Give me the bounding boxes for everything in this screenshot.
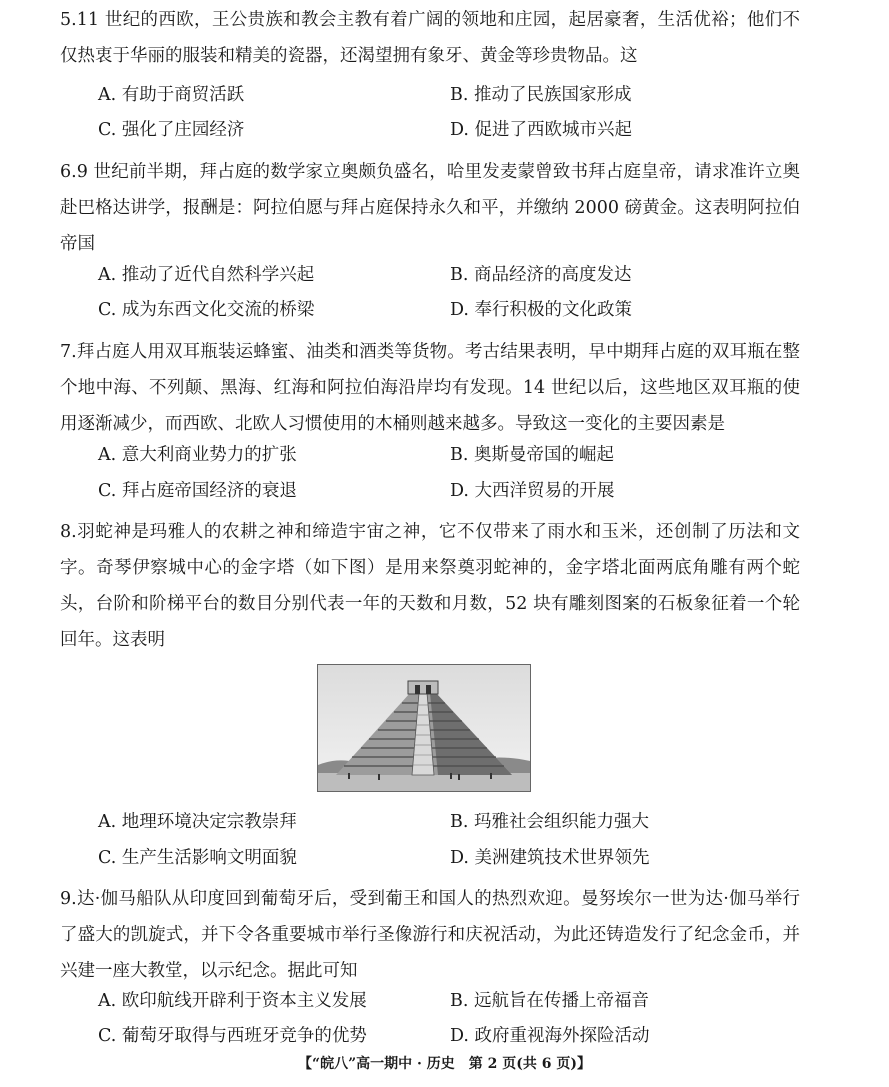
question-5-option-d[interactable]: D. 促进了西欧城市兴起 (450, 120, 633, 140)
question-6-stem: 6.9 世纪前半期，拜占庭的数学家立奥颇负盛名，哈里发麦蒙曾致书拜占庭皇帝，请求准许立奥赴巴格达讲学，报酬是：阿拉伯愿与拜占庭保持永久和平，并缴纳 2000 磅黄金。这表明阿拉伯帝国 (60, 162, 800, 254)
question-9-option-a[interactable]: A. 欧印航线开辟利于资本主义发展 (98, 991, 367, 1011)
question-8-option-c[interactable]: C. 生产生活影响文明面貌 (98, 848, 297, 868)
question-5-stem: 5.11 世纪的西欧，王公贵族和教会主教有着广阔的领地和庄园，起居豪奢，生活优裕；他们不仅热衷于华丽的服装和精美的瓷器，还渴望拥有象牙、黄金等珍贵物品。这 (60, 10, 800, 66)
question-7-option-c[interactable]: C. 拜占庭帝国经济的衰退 (98, 481, 297, 501)
question-7-option-a[interactable]: A. 意大利商业势力的扩张 (98, 445, 297, 465)
question-9-option-c[interactable]: C. 葡萄牙取得与西班牙竞争的优势 (98, 1026, 367, 1046)
question-6-option-d[interactable]: D. 奉行积极的文化政策 (450, 300, 633, 320)
question-6-option-b[interactable]: B. 商品经济的高度发达 (450, 265, 632, 285)
question-5-option-c[interactable]: C. 强化了庄园经济 (98, 120, 245, 140)
question-7-stem: 7.拜占庭人用双耳瓶装运蜂蜜、油类和酒类等货物。考古结果表明，早中期拜占庭的双耳瓶在整个地中海、不列颠、黑海、红海和阿拉伯海沿岸均有发现。14 世纪以后，这些地区双耳瓶的使用逐渐减少，而西欧、北欧人习惯使用的木桶则越来越多。导致这一变化的主要因素是 (60, 342, 800, 434)
question-9-option-d[interactable]: D. 政府重视海外探险活动 (450, 1026, 650, 1046)
question-8-option-d[interactable]: D. 美洲建筑技术世界领先 (450, 848, 650, 868)
question-5-option-b[interactable]: B. 推动了民族国家形成 (450, 85, 632, 105)
question-8-option-b[interactable]: B. 玛雅社会组织能力强大 (450, 812, 649, 832)
question-6-option-c[interactable]: C. 成为东西文化交流的桥梁 (98, 300, 315, 320)
question-5-option-a[interactable]: A. 有助于商贸活跃 (98, 85, 245, 105)
page-footer: 【“皖八”高一期中 · 历史 第 2 页(共 6 页)】 (298, 1056, 591, 1072)
pyramid-figure (317, 664, 531, 792)
question-6-option-a[interactable]: A. 推动了近代自然科学兴起 (98, 265, 315, 285)
question-8-option-a[interactable]: A. 地理环境决定宗教崇拜 (98, 812, 297, 832)
question-7-option-b[interactable]: B. 奥斯曼帝国的崛起 (450, 445, 614, 465)
question-9-option-b[interactable]: B. 远航旨在传播上帝福音 (450, 991, 649, 1011)
question-9-stem: 9.达·伽马船队从印度回到葡萄牙后，受到葡王和国人的热烈欢迎。曼努埃尔一世为达·伽马举行了盛大的凯旋式，并下令各重要城市举行圣像游行和庆祝活动，为此还铸造发行了纪念金币，并兴建一座大教堂，以示纪念。据此可知 (60, 889, 800, 981)
pyramid-image (318, 665, 530, 791)
question-7-option-d[interactable]: D. 大西洋贸易的开展 (450, 481, 615, 501)
question-8-stem: 8.羽蛇神是玛雅人的农耕之神和缔造宇宙之神，它不仅带来了雨水和玉米，还创制了历法和文字。奇琴伊察城中心的金字塔（如下图）是用来祭奠羽蛇神的，金字塔北面两底角雕有两个蛇头，台阶和阶梯平台的数目分别代表一年的天数和月数，52 块有雕刻图案的石板象征着一个轮回年。这表明 (60, 522, 800, 650)
